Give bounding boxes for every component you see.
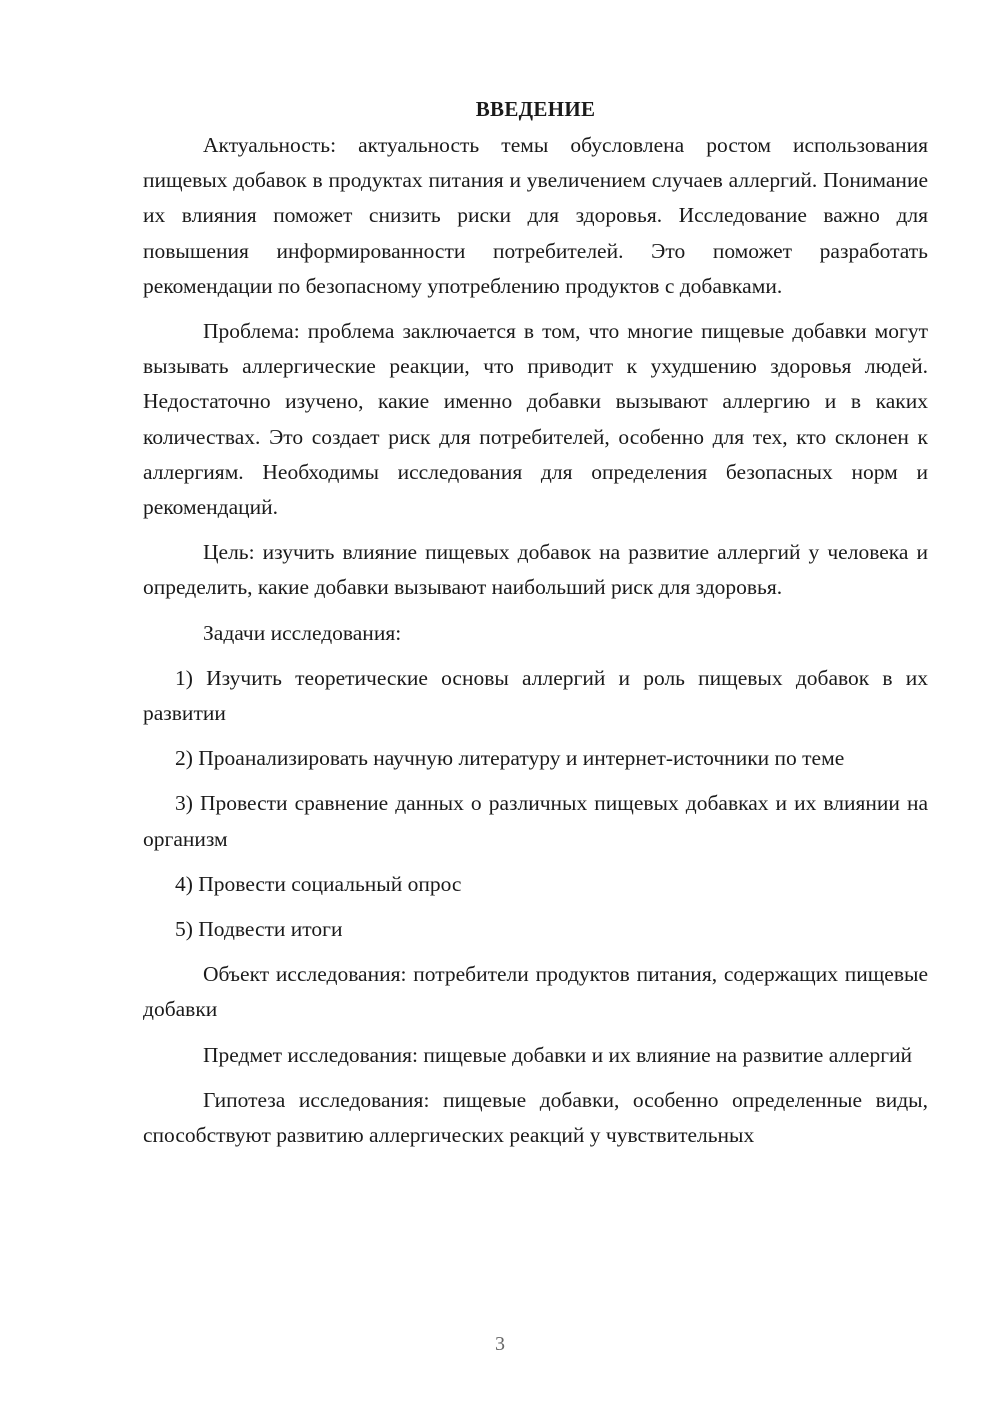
paragraph-hypothesis: Гипотеза исследования: пищевые добавки, особенно определенные виды, способствуют развитию аллергических реакций у чувствительных [143, 1087, 928, 1148]
section-title: ВВЕДЕНИЕ [475, 97, 596, 121]
paragraph-problem: Проблема: проблема заключается в том, что многие пищевые добавки могут вызывать аллергические реакции, что приводит к ухудшению здоровья людей. Недостаточно изучено, какие именно добавки вызывают аллергию и в каких количествах. Это создает риск для потребителей, особенно для тех, кто склонен к аллергиям. Необходимы исследования для определения безопасных норм и рекомендаций. [143, 319, 928, 520]
paragraph-goal: Цель: изучить влияние пищевых добавок на развитие аллергий у человека и определить, какие добавки вызывают наибольший риск для здоровья. [143, 540, 928, 600]
paragraph-tasks-heading: Задачи исследования: [203, 620, 402, 645]
document-page [143, 92, 928, 1163]
task-item-1: 1) Изучить теоретические основы аллергий и роль пищевых добавок в их развитии [143, 665, 928, 726]
task-item-3: 3) Провести сравнение данных о различных пищевых добавках и их влиянии на организм [143, 791, 928, 851]
page-number: 3 [495, 1333, 505, 1355]
task-item-4: 4) Провести социальный опрос [175, 871, 462, 896]
paragraph-object: Объект исследования: потребители продуктов питания, содержащих пищевые добавки [143, 962, 928, 1022]
paragraph-relevance: Актуальность: актуальность темы обусловлена ростом использования пищевых добавок в продуктах питания и увеличением случаев аллергий. Понимание их влияния поможет снизить риски для здоровья. Исследование важно для повышения информированности потребителей. Это поможет разработать рекомендации по безопасному употреблению продуктов с добавками. [143, 133, 928, 298]
task-item-5: 5) Подвести итоги [175, 917, 343, 942]
paragraph-subject: Предмет исследования: пищевые добавки и их влияние на развитие аллергий [203, 1042, 913, 1067]
task-item-2: 2) Проанализировать научную литературу и интернет-источники по теме [175, 746, 845, 771]
